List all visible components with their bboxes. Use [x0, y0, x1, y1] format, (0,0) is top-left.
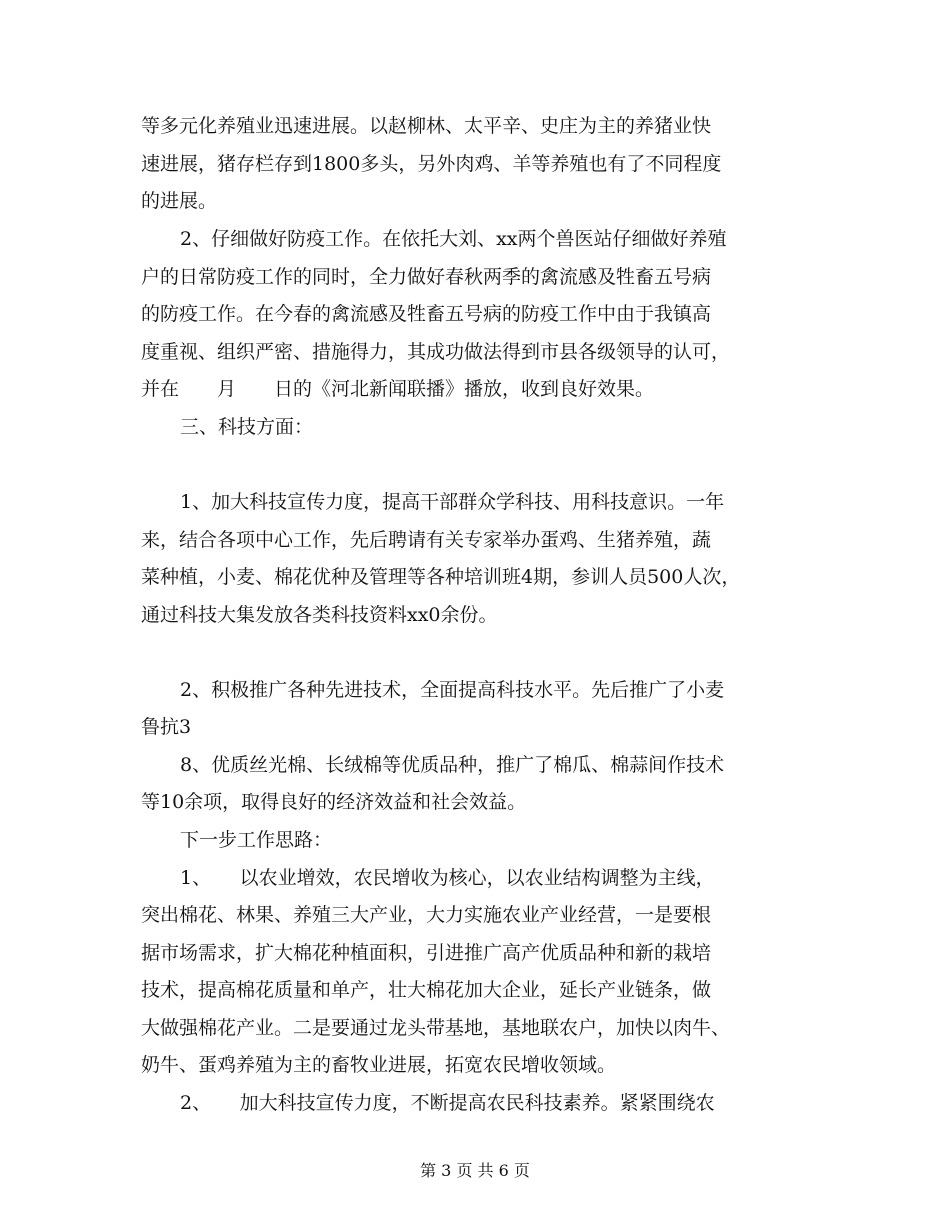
text-line: 2、 加大科技宣传力度，不断提高农民科技素养。紧紧围绕农: [180, 1092, 715, 1114]
text-line: 据市场需求，扩大棉花种植面积，引进推广高产优质品种和新的栽培: [141, 942, 712, 964]
text-line: 的防疫工作。在今春的禽流感及牲畜五号病的防疫工作中由于我镇高: [141, 303, 712, 325]
text-line: 1、加大科技宣传力度，提高干部群众学科技、用科技意识。一年: [180, 491, 725, 513]
text-line: 通过科技大集发放各类科技资料xx0余份。: [141, 604, 498, 626]
text-line: 奶牛、蛋鸡养殖为主的畜牧业进展，拓宽农民增收领域。: [141, 1054, 617, 1076]
text-line: 大做强棉花产业。二是要通过龙头带基地，基地联农户，加快以肉牛、: [141, 1017, 731, 1039]
text-line: 等10余项，取得良好的经济效益和社会效益。: [141, 791, 527, 813]
text-line: 1、 以农业增效，农民增收为核心，以农业结构调整为主线，: [180, 867, 715, 889]
section-heading: 三、科技方面：: [180, 416, 314, 438]
text-line: 来，结合各项中心工作，先后聘请有关专家举办蛋鸡、生猪养殖，蔬: [141, 529, 712, 551]
text-line: 等多元化养殖业迅速进展。以赵柳林、太平辛、史庄为主的养猪业快: [141, 115, 712, 137]
text-line: 户的日常防疫工作的同时，全力做好春秋两季的禽流感及牲畜五号病: [141, 266, 712, 288]
text-line: 速进展，猪存栏存到1800多头，另外肉鸡、羊等养殖也有了不同程度: [141, 153, 722, 175]
text-line: 并在 月 日的《河北新闻联播》播放，收到良好效果。: [141, 378, 655, 400]
text-line: 突出棉花、林果、养殖三大产业，大力实施农业产业经营，一是要根: [141, 904, 712, 926]
text-line: 技术，提高棉花质量和单产，壮大棉花加大企业，延长产业链条，做: [141, 979, 712, 1001]
text-line: 2、积极推广各种先进技术，全面提高科技水平。先后推广了小麦: [180, 679, 725, 701]
text-line: 的进展。: [141, 190, 218, 212]
text-line: 8、优质丝光棉、长绒棉等优质品种，推广了棉瓜、棉蒜间作技术: [180, 754, 725, 776]
text-line: 菜种植，小麦、棉花优种及管理等各种培训班4期，参训人员500人次，: [141, 566, 741, 588]
text-line: 鲁抗3: [141, 716, 192, 738]
section-heading: 下一步工作思路：: [180, 829, 333, 851]
text-line: 度重视、组织严密、措施得力，其成功做法得到市县各级领导的认可，: [141, 341, 731, 363]
text-line: 2、仔细做好防疫工作。在依托大刘、xx两个兽医站仔细做好养殖: [180, 228, 727, 250]
page-footer: 第 3 页 共 6 页: [420, 1161, 530, 1180]
